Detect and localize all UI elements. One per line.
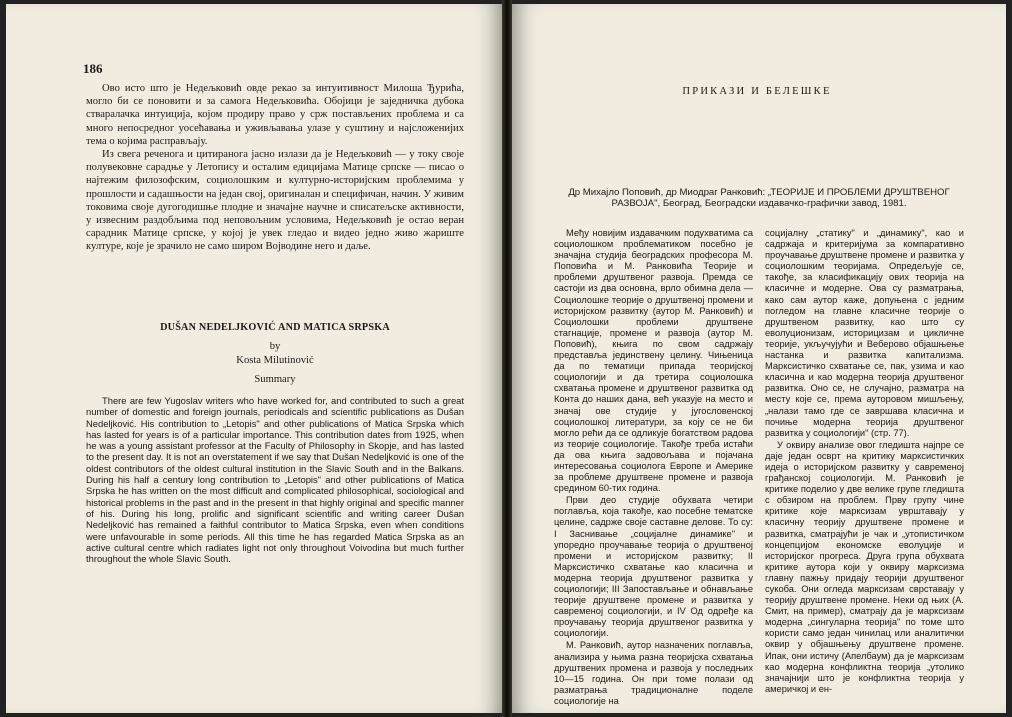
- review-paragraph: У оквиру анализе овог гледишта најпре се даје један осврт на критику марксистичких идеја о историјском развитку у савременој грађанској социологији. М. Ранковић је критике поделио у две велике групе гледишта с обзиром на проблем. Прву групу чине критике које марксизам уврштавају у класичну теорију друштвене промене и развитка, сматрајући је чак и „утопистичком концепцијом економске еволуције и историјског прогреса. Друга група обухвата критике аутора који у оквиру марксизма главну пажњу придају теорији друштвеног сукоба. Они огледа марксизам сврставају у теорију друштвене промене. Неки од њих (А. Смит, на пример), сматрају да је марксизам модерна „сингуларна теорија" по томе што користи само један чинилац или аналитички оквир у објашњењу друштвене промене. Ипак, они истичу (Апелбаум) да је марксизам као модерна конфликтна теорија „утолико значајнији што је конфликтна теорија у америчкој и ен-: [765, 439, 964, 694]
- paragraph-2: Из свега реченога и цитиранога јасно излази да је Недељковић — у току своје полувековне сарадње у Летопису и осталим едицијама Матице српске — писао о најтежим филозофским, социолошким и културно-историјским проблемима у прошлости и садашњости на један свој, оригиналан и специфичан, начин. У живим токовима своје дугогодишње плодне и значајне научне и списатељске активности, у извесним раздобљима под неповољним условима, Недељковић је остао веран сарадник Матице српске, у којој је увек гледао и видео једно живо жариште културе, које је зрачило не само широм Војводине него и даље.: [86, 149, 464, 253]
- section-header: ПРИКАЗИ И БЕЛЕШКЕ: [682, 86, 832, 97]
- closing-paragraphs: [86, 82, 464, 254]
- review-paragraph: социјалну „статику" и „динамику", као и садржаја и критеријума за компаративно проучавање друштвене промене и развитка у социолошким теоријама. Опредељује се, такође, за класификацију ових теорија на класичне и модерне. Ова су разматрања, како сам аутор каже, допуњена с једним погледом на главне класичне теорије о друштвеном развитку, као што су еволуционизам, историцизам и цикличне теорије, укључујући и Веберово објашњење настанка и развитка капитализма. Марксистичко схватање се, пак, узима и као класична и као модерна теорија друштвеног развитка. Оно се, не случајно, разматра на месту које се, према ауторовом мишљењу, „налази тамо где се завршава класична и почиње модерна теорија друштвеног развитка у социологији" (стр. 77).: [765, 228, 964, 438]
- summary-text-block: [86, 395, 464, 564]
- page-number: 186: [83, 61, 103, 76]
- review-columns: [554, 228, 964, 706]
- left-page: [6, 4, 502, 713]
- review-paragraph: Први део студије обухвата четири поглавља, која такође, као посебне тематске целине, садрже своје саставне делове. То су: I Заснивање „социјалне динамике" и упоредно проучавање теорија о друштвеној промени и историјском развитку; II Марксистичко схватање као класична и модерна теорија друштвеног развитка у социологији; III Запостављање и обнављање теорије друштвене промене и развитка у савременој социологији, и IV Од одређе ка проучавању теорија друштвеног развитка у социологији.: [554, 495, 753, 639]
- summary-by: by: [269, 341, 281, 352]
- review-paragraph: Међу новијим издавачким подухватима са социолошком проблематиком посебно је значајна студија београдских професора М. Поповића и М. Ранковића Теорије и проблеми друштвеног развоја. Премда се састоји из два основна, врло обимна дела — Социолошке теорије о друштвеној промени и историјском развитку (аутор М. Ранковић) и Социолошки проблеми друштвене стагнације, промене и развоја (аутор М. Поповић), књига по свом садржају представља јединствену целину. Чињеница да по тематици припада теоријској социологији и да третира социолошка схватања промене и друштвеног развитка од Конта до наших дана, већ указује на место и значај ове студије у југословенској социолошкој литератури, за коју се не би могло рећи да се одликује богатством радова из теорије социологије. Такође треба истаћи да ова књига задовољава и појачана интересовања социолога Европе и Америке за проблеме друштвене промене и развоја средином 60-тих година.: [554, 228, 753, 494]
- review-column-1: [554, 228, 753, 706]
- summary-article-title: DUŠAN NEDELJKOVIĆ AND MATICA SRPSKA: [160, 322, 390, 333]
- review-paragraph: М. Ранковић, аутор назначених поглавља, анализира у њима разна теоријска схватања друштвених промена и развоја у последњих 10—15 година. Он при томе полази од разматрања традиционалне поделе социологије на: [554, 640, 753, 706]
- summary-text: There are few Yugoslav writers who have worked for, and contributed to such a great number of domestic and foreign journals, periodicals and scientific publications as Dušan Nedeljković. His contribution to „Letopis" and other publications of Matica Srpska which has lasted for years is of a particular importance. This contribution dates from 1925, when he was a young assistant professor at the Faculty of Philosophy in Skopje, and has lasted to the present day. It is not an overstatement if we say that Dušan Nedeljković is one of the oldest contributors of the oldest cultural institution in the Slavic South and in the Balkans. During his half a century long contribution to „Letopis" and other publications of Matica Srpska he has written on the most difficult and complicated philosophical, sociological and historical problems in the past and in the present in that highly original and specific manner of his. During his long, prolific and significant scientific and writing career Dušan Nedeljković has remained a faithful contributor to Matica Srpska, even when conditions were unfavourable in some periods. All this time he has regarded Matica Srpska as an active cultural centre which radiates light not only throughout Voivodina but much further throughout the whole Slavic South.: [86, 395, 464, 565]
- paragraph-1: Ово исто што је Недељковић овде рекао за интуитивност Милоша Ђурића, могло би се поновити и за самога Недељковића. Обојици је заједничка дубока стваралачка интуиција, којом продиру право у срж постављених проблема и са много непосредног уосећавања и уживљавања улазе у суштину и најсложенијих тема о којима расправљају.: [86, 83, 464, 147]
- summary-label: Summary: [254, 374, 296, 385]
- review-heading: Др Михајло Поповић, др Миодраг Ранковић: „ТЕОРИЈЕ И ПРОБЛЕМИ ДРУШТВЕНОГ РАЗВОЈА", Београд, Београдски издавачко-графички завод, 1981.: [568, 187, 950, 210]
- book-gutter: [502, 0, 512, 717]
- review-column-2: [765, 228, 964, 694]
- summary-author: Kosta Milutinović: [236, 355, 314, 366]
